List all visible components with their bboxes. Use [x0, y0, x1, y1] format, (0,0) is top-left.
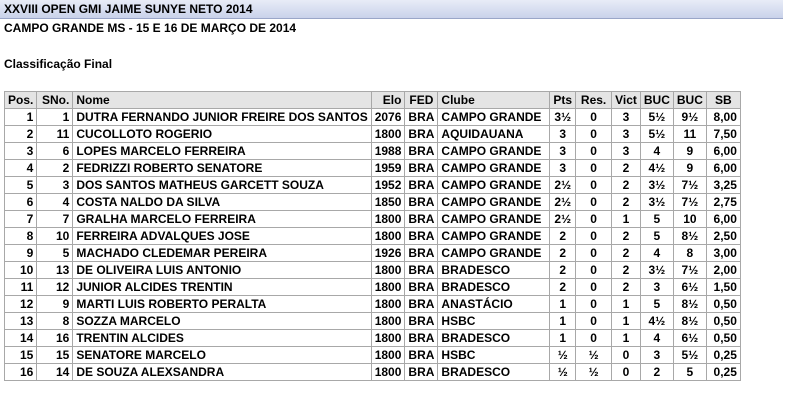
cell-vict: 1: [612, 313, 641, 330]
col-header-buc1: BUC: [640, 92, 673, 109]
cell-pts: 3: [550, 126, 576, 143]
cell-name: MACHADO CLEDEMAR PEREIRA: [73, 245, 371, 262]
cell-vict: 3: [612, 109, 641, 126]
cell-vict: 3: [612, 126, 641, 143]
cell-name: COSTA NALDO DA SILVA: [73, 194, 371, 211]
cell-vict: 2: [612, 228, 641, 245]
cell-vict: 2: [612, 262, 641, 279]
cell-vict: 2: [612, 160, 641, 177]
cell-fed: BRA: [405, 262, 438, 279]
col-header-sno: SNo.: [37, 92, 73, 109]
page-subtitle: CAMPO GRANDE MS - 15 E 16 DE MARÇO DE 2014: [4, 21, 297, 35]
cell-fed: BRA: [405, 330, 438, 347]
cell-pos: 2: [5, 126, 37, 143]
cell-elo: 1800: [371, 347, 405, 364]
cell-elo: 1926: [371, 245, 405, 262]
cell-buc1: 3: [640, 279, 673, 296]
cell-sno: 16: [37, 330, 73, 347]
cell-name: SENATORE MARCELO: [73, 347, 371, 364]
cell-pts: 1: [550, 296, 576, 313]
cell-res: 0: [576, 262, 612, 279]
cell-pos: 9: [5, 245, 37, 262]
col-header-club: Clube: [438, 92, 550, 109]
cell-sno: 2: [37, 160, 73, 177]
cell-club: CAMPO GRANDE: [438, 228, 550, 245]
cell-pts: 2½: [550, 194, 576, 211]
cell-res: 0: [576, 109, 612, 126]
cell-sb: 2,00: [706, 262, 740, 279]
cell-sb: 0,25: [706, 364, 740, 381]
table-row: [5, 109, 741, 126]
cell-vict: 2: [612, 245, 641, 262]
cell-res: 0: [576, 245, 612, 262]
table-row: [5, 194, 741, 211]
cell-sno: 15: [37, 347, 73, 364]
cell-elo: 1800: [371, 330, 405, 347]
cell-name: CUCOLLOTO ROGERIO: [73, 126, 371, 143]
cell-pts: ½: [550, 364, 576, 381]
cell-sno: 6: [37, 143, 73, 160]
cell-elo: 1800: [371, 364, 405, 381]
col-header-fed: FED: [405, 92, 438, 109]
cell-fed: BRA: [405, 177, 438, 194]
cell-sno: 7: [37, 211, 73, 228]
cell-pts: 3½: [550, 109, 576, 126]
cell-buc1: 4: [640, 330, 673, 347]
col-header-elo: Elo: [371, 92, 405, 109]
page-title: XXVIII OPEN GMI JAIME SUNYE NETO 2014: [4, 2, 253, 16]
cell-pos: 16: [5, 364, 37, 381]
cell-pos: 4: [5, 160, 37, 177]
cell-buc2: 7½: [673, 177, 706, 194]
cell-res: 0: [576, 211, 612, 228]
cell-res: 0: [576, 296, 612, 313]
cell-elo: 1800: [371, 126, 405, 143]
cell-pos: 10: [5, 262, 37, 279]
col-header-buc2: BUC: [673, 92, 706, 109]
cell-buc1: 5½: [640, 109, 673, 126]
cell-sb: 3,25: [706, 177, 740, 194]
cell-buc1: 3: [640, 347, 673, 364]
cell-buc2: 11: [673, 126, 706, 143]
cell-sb: 0,50: [706, 313, 740, 330]
cell-pos: 5: [5, 177, 37, 194]
cell-buc1: 5: [640, 296, 673, 313]
cell-vict: 0: [612, 364, 641, 381]
cell-buc1: 4½: [640, 313, 673, 330]
cell-buc2: 9: [673, 160, 706, 177]
cell-fed: BRA: [405, 228, 438, 245]
cell-buc2: 9: [673, 143, 706, 160]
cell-club: BRADESCO: [438, 262, 550, 279]
col-header-res: Res.: [576, 92, 612, 109]
cell-sno: 11: [37, 126, 73, 143]
standings-table: [4, 91, 741, 381]
cell-club: AQUIDAUANA: [438, 126, 550, 143]
cell-vict: 1: [612, 211, 641, 228]
cell-club: HSBC: [438, 313, 550, 330]
cell-pts: 2: [550, 245, 576, 262]
table-row: [5, 330, 741, 347]
cell-buc2: 8½: [673, 313, 706, 330]
col-header-pos: Pos.: [5, 92, 37, 109]
cell-elo: 1800: [371, 296, 405, 313]
cell-res: 0: [576, 177, 612, 194]
cell-sb: 6,00: [706, 211, 740, 228]
cell-buc2: 6½: [673, 279, 706, 296]
cell-pts: 2: [550, 262, 576, 279]
cell-buc2: 10: [673, 211, 706, 228]
cell-buc1: 3½: [640, 262, 673, 279]
col-header-vict: Vict: [612, 92, 641, 109]
cell-elo: 1952: [371, 177, 405, 194]
cell-elo: 1800: [371, 313, 405, 330]
cell-sb: 8,00: [706, 109, 740, 126]
cell-pos: 6: [5, 194, 37, 211]
cell-name: GRALHA MARCELO FERREIRA: [73, 211, 371, 228]
cell-name: FEDRIZZI ROBERTO SENATORE: [73, 160, 371, 177]
cell-buc2: 5½: [673, 347, 706, 364]
cell-buc2: 8½: [673, 228, 706, 245]
cell-elo: 1988: [371, 143, 405, 160]
table-row: [5, 262, 741, 279]
table-row: [5, 245, 741, 262]
cell-sno: 8: [37, 313, 73, 330]
cell-name: FERREIRA ADVALQUES JOSE: [73, 228, 371, 245]
cell-name: MARTI LUIS ROBERTO PERALTA: [73, 296, 371, 313]
cell-pts: 2½: [550, 211, 576, 228]
cell-club: CAMPO GRANDE: [438, 143, 550, 160]
cell-name: SOZZA MARCELO: [73, 313, 371, 330]
cell-buc1: 4½: [640, 160, 673, 177]
cell-fed: BRA: [405, 126, 438, 143]
cell-fed: BRA: [405, 313, 438, 330]
cell-name: DE SOUZA ALEXSANDRA: [73, 364, 371, 381]
cell-buc1: 4: [640, 143, 673, 160]
cell-pos: 14: [5, 330, 37, 347]
cell-club: CAMPO GRANDE: [438, 160, 550, 177]
cell-sno: 9: [37, 296, 73, 313]
cell-sno: 3: [37, 177, 73, 194]
cell-fed: BRA: [405, 194, 438, 211]
cell-sno: 5: [37, 245, 73, 262]
cell-club: CAMPO GRANDE: [438, 177, 550, 194]
cell-club: CAMPO GRANDE: [438, 211, 550, 228]
cell-pts: 2: [550, 228, 576, 245]
cell-name: DE OLIVEIRA LUIS ANTONIO: [73, 262, 371, 279]
cell-pos: 13: [5, 313, 37, 330]
cell-elo: 1800: [371, 279, 405, 296]
cell-name: DUTRA FERNANDO JUNIOR FREIRE DOS SANTOS: [73, 109, 371, 126]
cell-pos: 11: [5, 279, 37, 296]
cell-res: 0: [576, 160, 612, 177]
cell-buc1: 3½: [640, 177, 673, 194]
cell-buc1: 2: [640, 364, 673, 381]
cell-pts: 3: [550, 160, 576, 177]
cell-vict: 3: [612, 143, 641, 160]
cell-pts: 1: [550, 313, 576, 330]
cell-sb: 0,50: [706, 296, 740, 313]
table-row: [5, 211, 741, 228]
cell-sb: 6,00: [706, 143, 740, 160]
cell-club: BRADESCO: [438, 330, 550, 347]
col-header-name: Nome: [73, 92, 371, 109]
cell-vict: 1: [612, 296, 641, 313]
cell-club: ANASTÁCIO: [438, 296, 550, 313]
cell-buc2: 7½: [673, 262, 706, 279]
cell-buc2: 8½: [673, 296, 706, 313]
cell-fed: BRA: [405, 364, 438, 381]
cell-buc2: 5: [673, 364, 706, 381]
cell-buc2: 9½: [673, 109, 706, 126]
table-row: [5, 160, 741, 177]
cell-club: BRADESCO: [438, 364, 550, 381]
cell-pos: 7: [5, 211, 37, 228]
cell-res: 0: [576, 143, 612, 160]
cell-res: 0: [576, 313, 612, 330]
cell-buc1: 5: [640, 211, 673, 228]
cell-pts: 3: [550, 143, 576, 160]
cell-sb: 2,75: [706, 194, 740, 211]
cell-fed: BRA: [405, 143, 438, 160]
cell-club: CAMPO GRANDE: [438, 109, 550, 126]
cell-buc2: 7½: [673, 194, 706, 211]
cell-pos: 3: [5, 143, 37, 160]
cell-name: JUNIOR ALCIDES TRENTIN: [73, 279, 371, 296]
table-row: [5, 313, 741, 330]
cell-res: 0: [576, 126, 612, 143]
cell-club: HSBC: [438, 347, 550, 364]
cell-pts: 2: [550, 279, 576, 296]
cell-res: 0: [576, 228, 612, 245]
cell-sno: 13: [37, 262, 73, 279]
cell-sb: 7,50: [706, 126, 740, 143]
cell-buc1: 5: [640, 228, 673, 245]
cell-vict: 2: [612, 194, 641, 211]
cell-pos: 8: [5, 228, 37, 245]
cell-fed: BRA: [405, 160, 438, 177]
cell-buc2: 6½: [673, 330, 706, 347]
cell-pts: ½: [550, 347, 576, 364]
col-header-sb: SB: [706, 92, 740, 109]
cell-fed: BRA: [405, 296, 438, 313]
table-row: [5, 177, 741, 194]
cell-name: LOPES MARCELO FERREIRA: [73, 143, 371, 160]
section-heading: Classificação Final: [4, 57, 113, 71]
cell-vict: 1: [612, 330, 641, 347]
cell-res: 0: [576, 194, 612, 211]
table-row: [5, 126, 741, 143]
table-row: [5, 296, 741, 313]
cell-buc1: 4: [640, 245, 673, 262]
cell-vict: 2: [612, 177, 641, 194]
cell-sno: 12: [37, 279, 73, 296]
cell-sb: 2,50: [706, 228, 740, 245]
cell-name: DOS SANTOS MATHEUS GARCETT SOUZA: [73, 177, 371, 194]
cell-sb: 3,00: [706, 245, 740, 262]
cell-fed: BRA: [405, 347, 438, 364]
table-row: [5, 143, 741, 160]
cell-elo: 2076: [371, 109, 405, 126]
cell-elo: 1800: [371, 262, 405, 279]
table-row: [5, 279, 741, 296]
cell-buc2: 8: [673, 245, 706, 262]
cell-vict: 2: [612, 279, 641, 296]
cell-elo: 1800: [371, 211, 405, 228]
cell-sb: 0,25: [706, 347, 740, 364]
cell-sb: 6,00: [706, 160, 740, 177]
cell-elo: 1959: [371, 160, 405, 177]
cell-res: ½: [576, 347, 612, 364]
cell-fed: BRA: [405, 279, 438, 296]
cell-club: CAMPO GRANDE: [438, 245, 550, 262]
cell-sb: 1,50: [706, 279, 740, 296]
cell-pts: 1: [550, 330, 576, 347]
table-row: [5, 347, 741, 364]
cell-fed: BRA: [405, 245, 438, 262]
cell-res: 0: [576, 279, 612, 296]
cell-pos: 12: [5, 296, 37, 313]
cell-sno: 14: [37, 364, 73, 381]
cell-elo: 1800: [371, 228, 405, 245]
header-row: [5, 92, 741, 109]
cell-pos: 1: [5, 109, 37, 126]
cell-pos: 15: [5, 347, 37, 364]
cell-res: ½: [576, 364, 612, 381]
cell-sb: 0,50: [706, 330, 740, 347]
cell-club: BRADESCO: [438, 279, 550, 296]
cell-pts: 2½: [550, 177, 576, 194]
cell-club: CAMPO GRANDE: [438, 194, 550, 211]
cell-sno: 10: [37, 228, 73, 245]
cell-fed: BRA: [405, 211, 438, 228]
cell-fed: BRA: [405, 109, 438, 126]
table-row: [5, 228, 741, 245]
cell-name: TRENTIN ALCIDES: [73, 330, 371, 347]
col-header-pts: Pts: [550, 92, 576, 109]
cell-sno: 1: [37, 109, 73, 126]
cell-elo: 1850: [371, 194, 405, 211]
cell-buc1: 3½: [640, 194, 673, 211]
cell-sno: 4: [37, 194, 73, 211]
cell-res: 0: [576, 330, 612, 347]
cell-vict: 0: [612, 347, 641, 364]
table-row: [5, 364, 741, 381]
cell-buc1: 5½: [640, 126, 673, 143]
